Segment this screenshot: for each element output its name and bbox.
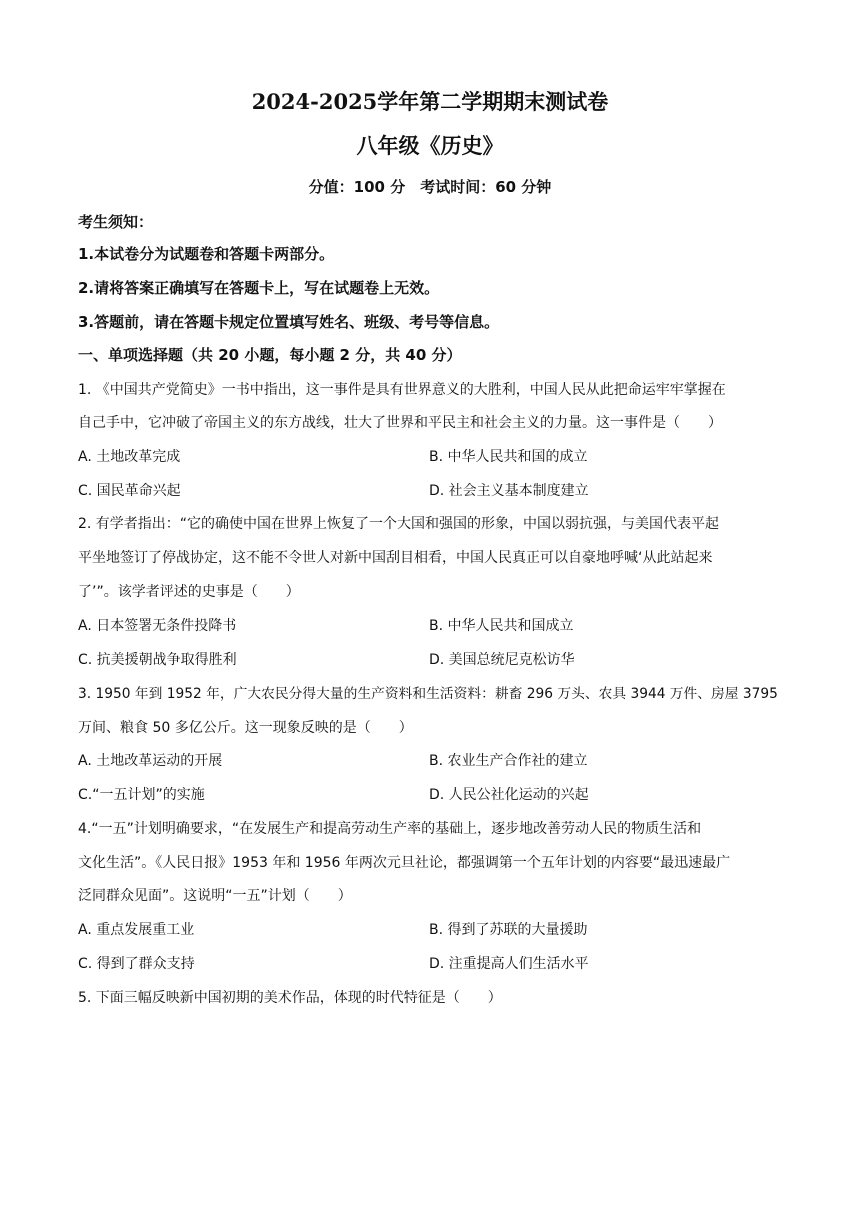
notice-item: 3.答题前，请在答题卡规定位置填写姓名、班级、考号等信息。 [78,313,500,331]
question-4-option-b: B. 得到了苏联的大量援助 [429,922,588,938]
question-4-line: 泛同群众见面”。这说明“一五”计划（ ） [78,888,352,904]
question-1-option-b: B. 中华人民共和国的成立 [429,449,588,465]
question-2-line: 平坐地签订了停战协定，这不能不令世人对新中国刮目相看，中国人民真正可以自豪地呼喊‘从此站起来 [78,550,713,566]
question-3-option-c: C.“一五计划”的实施 [78,787,205,803]
question-3-line: 万间、粮食 50 多亿公斤。这一现象反映的是（ ） [78,720,413,736]
question-3-line: 3. 1950 年到 1952 年，广大农民分得大量的生产资料和生活资料：耕畜 296 万头、农具 3944 万件、房屋 3795 [78,686,778,702]
section-heading: 一、单项选择题（共 20 小题，每小题 2 分，共 40 分） [78,346,462,364]
question-1-line: 1. 《中国共产党简史》一书中指出，这一事件是具有世界意义的大胜利，中国人民从此把命运牢牢掌握在 [78,382,726,398]
question-2-option-a: A. 日本签署无条件投降书 [78,618,237,634]
question-2-line: 2. 有学者指出：“它的确使中国在世界上恢复了一个大国和强国的形象，中国以弱抗强，与美国代表平起 [78,516,720,532]
question-3-option-d: D. 人民公社化运动的兴起 [429,787,589,803]
notice-item: 1.本试卷分为试题卷和答题卡两部分。 [78,245,335,263]
question-1-option-c: C. 国民革命兴起 [78,483,181,499]
notice-heading: 考生须知： [78,213,154,231]
question-4-option-a: A. 重点发展重工业 [78,922,195,938]
exam-subject: 八年级《历史》 [356,133,504,158]
notice-item: 2.请将答案正确填写在答题卡上，写在试题卷上无效。 [78,279,440,297]
exam-meta: 分值：100 分 考试时间：60 分钟 [308,178,552,196]
question-4-line: 4.“一五”计划明确要求，“在发展生产和提高劳动生产率的基础上，逐步地改善劳动人民的物质生活和 [78,821,702,837]
question-1-option-a: A. 土地改革完成 [78,449,181,465]
question-2-option-b: B. 中华人民共和国成立 [429,618,574,634]
question-2-option-c: C. 抗美援朝战争取得胜利 [78,652,237,668]
exam-title: 2024-2025学年第二学期期末测试卷 [251,89,609,114]
question-3-option-a: A. 土地改革运动的开展 [78,753,223,769]
question-5-line: 5. 下面三幅反映新中国初期的美术作品，体现的时代特征是（ ） [78,990,502,1006]
question-2-line: 了’”。该学者评述的史事是（ ） [78,584,300,600]
question-4-option-c: C. 得到了群众支持 [78,956,195,972]
question-3-option-b: B. 农业生产合作社的建立 [429,753,588,769]
question-4-option-d: D. 注重提高人们生活水平 [429,956,589,972]
question-4-line: 文化生活”。《人民日报》1953 年和 1956 年两次元旦社论，都强调第一个五年计划的内容要“最迅速最广 [78,855,731,871]
question-1-line: 自己手中，它冲破了帝国主义的东方战线，壮大了世界和平民主和社会主义的力量。这一事件是（ ） [78,415,722,431]
question-1-option-d: D. 社会主义基本制度建立 [429,483,589,499]
question-2-option-d: D. 美国总统尼克松访华 [429,652,575,668]
